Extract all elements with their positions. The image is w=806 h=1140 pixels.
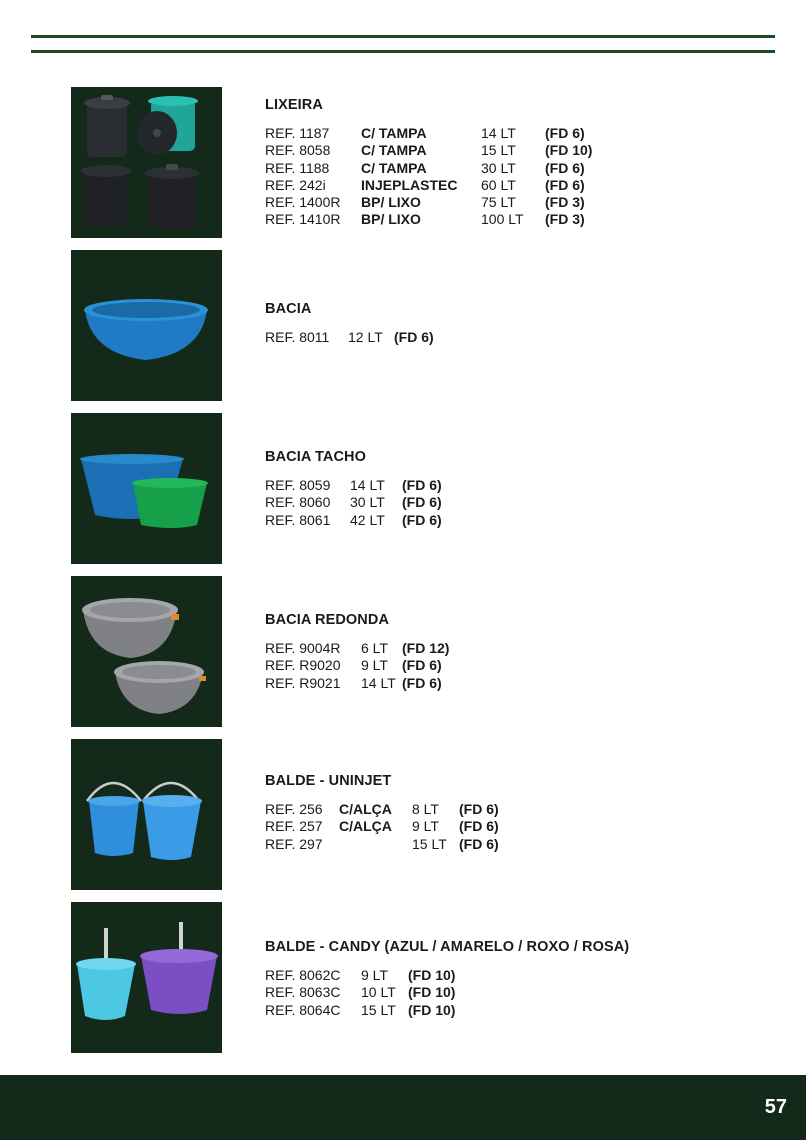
fd-pack: (FD 6) — [402, 494, 442, 511]
fd-pack: (FD 10) — [545, 142, 593, 159]
section-title: LIXEIRA — [265, 97, 323, 113]
product-row — [265, 142, 592, 159]
fd-pack: (FD 3) — [545, 194, 585, 211]
ref-code: REF. 8063C — [265, 984, 341, 1001]
product-row — [265, 836, 499, 853]
bucket-candy-image — [71, 902, 222, 1053]
product-row — [265, 640, 449, 657]
capacity: 14 LT — [350, 477, 385, 493]
page-number: 57 — [764, 1096, 787, 1118]
top-rule-line — [31, 35, 775, 38]
ref-code: REF. 256 — [265, 801, 323, 817]
section-balde-uninjet — [265, 773, 499, 853]
ref-code: REF. 8064C — [265, 1001, 341, 1018]
ref-code: REF. 8058 — [265, 142, 331, 159]
capacity: 9 LT — [361, 657, 388, 674]
section-title: BALDE - UNINJET — [265, 773, 392, 789]
product-row — [265, 494, 442, 511]
product-row — [265, 675, 449, 692]
capacity: 10 LT — [361, 984, 396, 1001]
trash-bins-image — [71, 87, 222, 238]
product-desc: BP/ LIXO — [361, 194, 421, 211]
capacity: 100 LT — [481, 211, 524, 228]
fd-pack: (FD 6) — [545, 125, 585, 141]
ref-code: REF. 297 — [265, 835, 323, 852]
ref-code: REF. 8060 — [265, 494, 331, 511]
capacity: 30 LT — [350, 494, 385, 511]
round-basin-image — [71, 576, 222, 727]
product-desc: BP/ LIXO — [361, 211, 421, 228]
product-list — [265, 640, 449, 692]
product-list — [265, 801, 499, 853]
section-lixeira — [265, 97, 592, 229]
section-bacia-redonda — [265, 612, 449, 692]
ref-code: REF. 257 — [265, 818, 323, 835]
ref-code: REF. 8062C — [265, 967, 341, 983]
fd-pack: (FD 6) — [545, 176, 585, 193]
product-list — [265, 967, 629, 1019]
product-desc: C/ TAMPA — [361, 142, 427, 159]
product-row — [265, 125, 592, 142]
product-desc: C/ALÇA — [339, 801, 392, 817]
product-row — [265, 657, 449, 674]
product-row — [265, 818, 499, 835]
capacity: 12 LT — [348, 329, 383, 345]
ref-code: REF. 8061 — [265, 511, 331, 528]
product-row — [265, 160, 592, 177]
section-title: BACIA REDONDA — [265, 612, 390, 628]
product-list — [265, 329, 434, 346]
capacity: 42 LT — [350, 511, 385, 528]
capacity: 9 LT — [412, 818, 439, 835]
fd-pack: (FD 10) — [408, 967, 456, 983]
ref-code: REF. 1400R — [265, 194, 341, 211]
fd-pack: (FD 6) — [459, 801, 499, 817]
fd-pack: (FD 6) — [402, 657, 442, 674]
capacity: 15 LT — [412, 835, 447, 852]
product-row — [265, 967, 629, 984]
capacity: 14 LT — [361, 674, 396, 691]
capacity: 75 LT — [481, 194, 516, 211]
ref-code: REF. R9021 — [265, 674, 341, 691]
footer-bar — [0, 1075, 806, 1140]
capacity: 15 LT — [481, 142, 516, 159]
capacity: 30 LT — [481, 159, 516, 176]
capacity: 6 LT — [361, 640, 388, 656]
fd-pack: (FD 12) — [402, 640, 450, 656]
section-bacia — [265, 301, 434, 346]
section-balde-candy — [265, 939, 629, 1019]
fd-pack: (FD 6) — [402, 477, 442, 493]
capacity: 14 LT — [481, 125, 516, 141]
section-bacia-tacho — [265, 449, 442, 529]
fd-pack: (FD 3) — [545, 211, 585, 228]
ref-code: REF. R9020 — [265, 657, 341, 674]
product-row — [265, 801, 499, 818]
product-row — [265, 1002, 629, 1019]
bucket-uninjet-image — [71, 739, 222, 890]
fd-pack: (FD 6) — [402, 674, 442, 691]
ref-code: REF. 8059 — [265, 477, 331, 493]
capacity: 9 LT — [361, 967, 388, 983]
product-row — [265, 984, 629, 1001]
ref-code: REF. 1410R — [265, 211, 341, 228]
fd-pack: (FD 6) — [394, 329, 434, 345]
ref-code: REF. 9004R — [265, 640, 341, 656]
section-title: BACIA TACHO — [265, 449, 366, 465]
product-desc: INJEPLASTEC — [361, 176, 458, 193]
product-desc: C/ALÇA — [339, 818, 392, 835]
product-row — [265, 177, 592, 194]
ref-code: REF. 1187 — [265, 125, 330, 141]
product-desc: C/ TAMPA — [361, 159, 427, 176]
ref-code: REF. 1188 — [265, 159, 330, 176]
fd-pack: (FD 10) — [408, 1001, 456, 1018]
product-desc — [339, 836, 412, 853]
basin-image — [71, 250, 222, 401]
top-rule-line-secondary — [31, 50, 775, 53]
product-row — [265, 477, 442, 494]
product-list — [265, 477, 442, 529]
capacity: 15 LT — [361, 1001, 396, 1018]
fd-pack: (FD 6) — [459, 835, 499, 852]
tacho-basin-image — [71, 413, 222, 564]
fd-pack: (FD 6) — [545, 159, 585, 176]
product-row — [265, 512, 442, 529]
section-title: BACIA — [265, 301, 312, 317]
product-row — [265, 211, 592, 228]
capacity: 60 LT — [481, 176, 516, 193]
fd-pack: (FD 10) — [408, 984, 456, 1001]
ref-code: REF. 242i — [265, 176, 326, 193]
product-row — [265, 194, 592, 211]
ref-code: REF. 8011 — [265, 329, 330, 345]
fd-pack: (FD 6) — [459, 818, 499, 835]
section-title: BALDE - CANDY (AZUL / AMARELO / ROXO / ROSA) — [265, 939, 630, 955]
product-row — [265, 329, 434, 346]
product-list — [265, 125, 592, 229]
fd-pack: (FD 6) — [402, 511, 442, 528]
capacity: 8 LT — [412, 801, 439, 817]
product-desc: C/ TAMPA — [361, 125, 427, 141]
